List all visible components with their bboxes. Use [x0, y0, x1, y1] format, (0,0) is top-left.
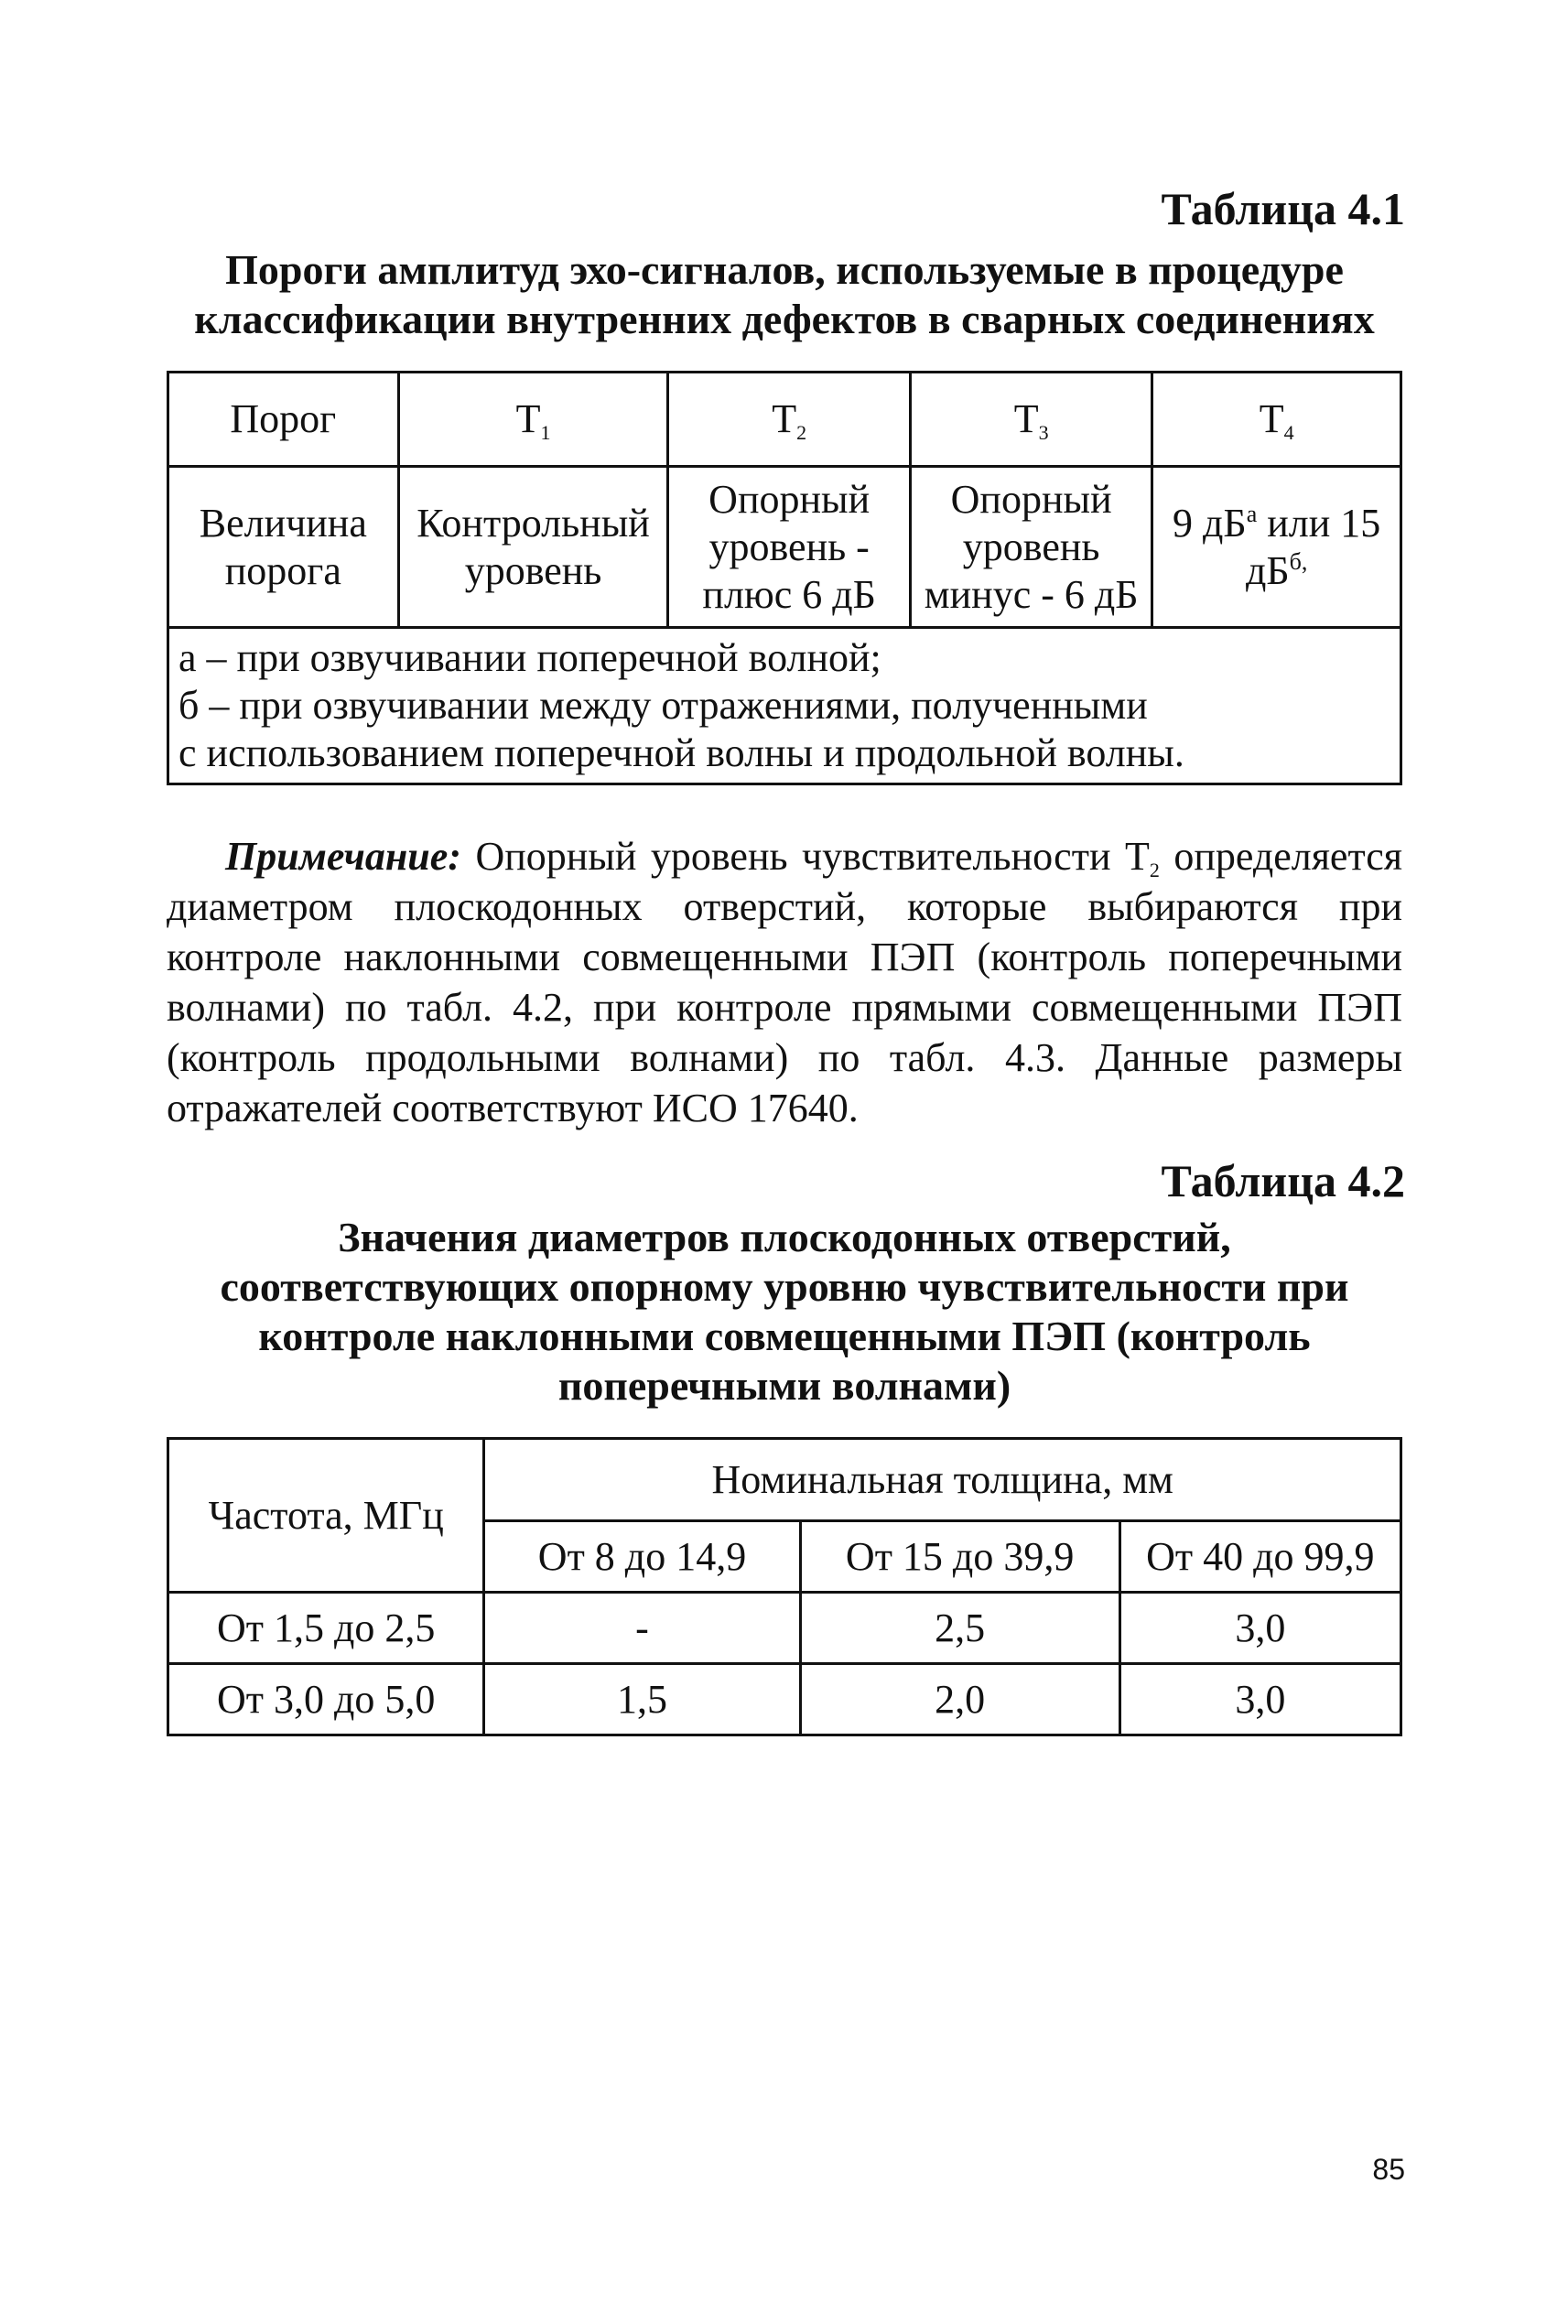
- footnote-b-continued: с использованием поперечной волны и продольной волны.: [178, 730, 1184, 775]
- diameter-cell: 2,5: [800, 1593, 1119, 1664]
- diameter-cell: -: [484, 1593, 800, 1664]
- table-4-1-footnotes: [168, 628, 1401, 784]
- table-4-2-number: Таблица 4.2: [1161, 1155, 1405, 1206]
- t1-header-cell: $T_1$: [398, 373, 668, 467]
- diameter-cell: 1,5: [484, 1664, 800, 1735]
- range-header-cell: От 40 до 99,9: [1119, 1521, 1400, 1593]
- table-4-1-title: Пороги амплитуд эхо-сигналов, используемые в процедуре классификации внутренних дефектов в сварных соединениях: [194, 246, 1375, 342]
- table-4-2: [167, 1437, 1402, 1736]
- table-4-1-value-row: [168, 467, 1401, 628]
- frequency-header-cell: Частота, МГц: [168, 1439, 484, 1593]
- table-4-1-number: Таблица 4.1: [1161, 183, 1405, 234]
- t3-header-cell: $T_3$: [910, 373, 1152, 467]
- table-4-1-footnote-row: [168, 628, 1401, 784]
- footnote-b: б – при озвучивании между отражениями, полученными: [178, 683, 1148, 728]
- footnote-a: а – при озвучивании поперечной волной;: [178, 635, 881, 680]
- page-number: 85: [1372, 2153, 1405, 2186]
- diameter-cell: 2,0: [800, 1664, 1119, 1735]
- note-label: Примечание:: [225, 834, 461, 879]
- frequency-cell: От 1,5 до 2,5: [168, 1593, 484, 1664]
- table-row: [168, 1664, 1401, 1735]
- table-4-1: [167, 371, 1402, 785]
- table-4-1-header-row: [168, 373, 1401, 467]
- table-row: [168, 1593, 1401, 1664]
- t1-value-cell: Контрольный уровень: [398, 467, 668, 628]
- diameter-cell: 3,0: [1119, 1593, 1400, 1664]
- note-paragraph: Примечание: Опорный уровень чувствительности $T_2$ определяется диаметром плоскодонных отверстий, которые выбираются при контроле наклонными совмещенными ПЭП (контроль поперечными волнами) по табл. 4.2, при контроле прямыми совмещенными ПЭП (контроль продольными волнами) по табл. 4.3. Данные размеры отражателей соответствуют ИСО 17640.: [167, 834, 1402, 1130]
- threshold-header-cell: Порог: [168, 373, 399, 467]
- table-4-2-title: Значения диаметров плоскодонных отверстий, соответствующих опорному уровню чувствительности при контроле наклонными совмещенными ПЭП (контроль поперечными волнами): [220, 1214, 1349, 1409]
- t4-value-cell: 9 $дБ^а$ или 15 $дБ^{б,}$: [1152, 467, 1401, 628]
- t4-header-cell: $T_4$: [1152, 373, 1401, 467]
- t2-value-cell: Опорный уровень - плюс 6 дБ: [668, 467, 910, 628]
- range-header-cell: От 15 до 39,9: [800, 1521, 1119, 1593]
- thickness-header-cell: Номинальная толщина, мм: [484, 1439, 1401, 1521]
- diameter-cell: 3,0: [1119, 1664, 1400, 1735]
- range-header-cell: От 8 до 14,9: [484, 1521, 800, 1593]
- t3-value-cell: Опорный уровень минус - 6 дБ: [910, 467, 1152, 628]
- frequency-cell: От 3,0 до 5,0: [168, 1664, 484, 1735]
- t2-header-cell: $T_2$: [668, 373, 910, 467]
- table-4-2-header-row: [168, 1439, 1401, 1521]
- threshold-value-label-cell: Величина порога: [168, 467, 399, 628]
